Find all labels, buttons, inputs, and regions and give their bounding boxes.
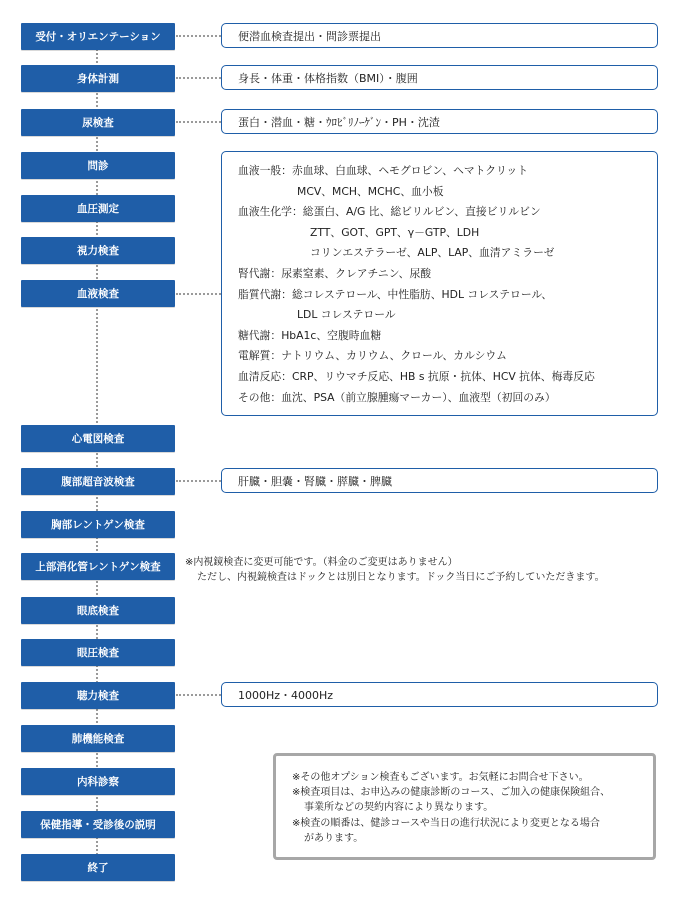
- detail-blood: [221, 151, 658, 416]
- detail-ultrasound: [221, 468, 658, 493]
- blood-other: 血沈、PSA（前立腺腫瘍マーカー）、血液型（初回のみ）: [281, 390, 556, 404]
- step-health-guidance: 保健指導・受診後の説明: [21, 811, 175, 838]
- connector-hearing: [176, 694, 221, 696]
- step-eye-pressure: 眼圧検査: [21, 639, 175, 666]
- step-urine-test: 尿検査: [21, 109, 175, 136]
- step-chest-xray: 胸部レントゲン検査: [21, 511, 175, 538]
- endoscopy-note-line1: ※内視鏡検査に変更可能です。（料金のご変更はありません）: [185, 557, 458, 568]
- blood-kidney: 尿素窒素、クレアチニン、尿酸: [281, 266, 432, 280]
- connector-body: [176, 77, 221, 79]
- options-line4: ※検査の順番は、健診コースや当日の進行状況により変更となる場合: [292, 817, 600, 829]
- endoscopy-note: [185, 556, 605, 585]
- connector-reception: [176, 35, 221, 37]
- step-medical-exam: 内科診察: [21, 768, 175, 795]
- blood-general-2: MCV、MCH、MCHC、血小板: [297, 184, 444, 198]
- detail-ultrasound-text: 肝臓・胆嚢・腎臓・膵臓・脾臓: [238, 474, 392, 488]
- options-notice: [273, 753, 656, 860]
- detail-body-text: 身長・体重・体格指数（BMI）・腹囲: [238, 71, 418, 85]
- blood-chem-2: ZTT、GOT、GPT、γ－GTP、LDH: [310, 225, 480, 239]
- detail-body: [221, 65, 658, 90]
- step-hearing-test: 聴力検査: [21, 682, 175, 709]
- blood-electrolyte-label: 電解質：: [238, 349, 282, 363]
- step-ecg: 心電図検査: [21, 425, 175, 452]
- step-vision-test: 視力検査: [21, 237, 175, 264]
- detail-reception: [221, 23, 658, 48]
- detail-hearing-text: 1000Hz・4000Hz: [238, 688, 334, 702]
- options-line5: があります。: [304, 832, 364, 844]
- step-abdominal-ultrasound: 腹部超音波検査: [21, 468, 175, 495]
- connector-urine: [176, 121, 221, 123]
- blood-sugar: HbA1c、空腹時血糖: [281, 328, 382, 342]
- step-fundus-exam: 眼底検査: [21, 597, 175, 624]
- blood-lipid-2: LDL コレステロール: [297, 308, 396, 322]
- blood-general-1: 赤血球、白血球、ヘモグロビン、ヘマトクリット: [291, 164, 529, 177]
- step-lung-function: 肺機能検査: [21, 725, 175, 752]
- connector-ultrasound: [176, 480, 221, 482]
- detail-urine-text: 蛋白・潜血・糖・ｳﾛﾋﾞﾘﾉｰｹﾞﾝ・PH・沈渣: [238, 115, 440, 129]
- detail-urine: [221, 109, 658, 134]
- options-line2: ※検査項目は、お申込みの健康診断のコース、ご加入の健康保険組合、: [292, 787, 611, 799]
- step-upper-gi-xray: 上部消化管レントゲン検査: [21, 553, 175, 580]
- step-blood-pressure: 血圧測定: [21, 195, 175, 222]
- detail-hearing: [221, 682, 658, 707]
- blood-chem-1: 総蛋白、A/G 比、総ビリルビン、直接ビリルビン: [302, 205, 541, 219]
- blood-other-label: その他：: [238, 390, 282, 404]
- step-interview: 問診: [21, 152, 175, 179]
- detail-reception-text: 便潜血検査提出・問診票提出: [238, 29, 381, 43]
- blood-sugar-label: 糖代謝：: [238, 328, 282, 342]
- step-reception: 受付・オリエンテーション: [21, 23, 175, 50]
- blood-serum: CRP、リウマチ反応、HB s 抗原・抗体、HCV 抗体、梅毒反応: [291, 369, 595, 383]
- blood-chem-3: コリンエステラーゼ、ALP、LAP、血清アミラーゼ: [310, 246, 555, 260]
- blood-general-label: 血液一般：: [238, 164, 292, 177]
- options-line3: 事業所などの契約内容により異なります。: [304, 802, 494, 814]
- blood-chem-label: 血液生化学：: [238, 205, 303, 219]
- step-blood-test: 血液検査: [21, 280, 175, 307]
- connector-blood: [176, 293, 221, 295]
- step-end: 終了: [21, 854, 175, 881]
- blood-kidney-label: 腎代謝：: [238, 266, 282, 280]
- endoscopy-note-line2: ただし、内視鏡検査はドックとは別日となります。ドック当日にご予約していただきます。: [197, 571, 605, 583]
- blood-lipid-1: 総コレステロール、中性脂肪、HDL コレステロール、: [291, 287, 553, 301]
- step-body-measurement: 身体計測: [21, 65, 175, 92]
- blood-lipid-label: 脂質代謝：: [238, 287, 292, 301]
- blood-electrolyte: ナトリウム、カリウム、クロール、カルシウム: [281, 349, 507, 363]
- options-line1: ※その他オプション検査もございます。お気軽にお問合せ下さい。: [292, 772, 589, 783]
- blood-serum-label: 血清反応：: [238, 369, 292, 383]
